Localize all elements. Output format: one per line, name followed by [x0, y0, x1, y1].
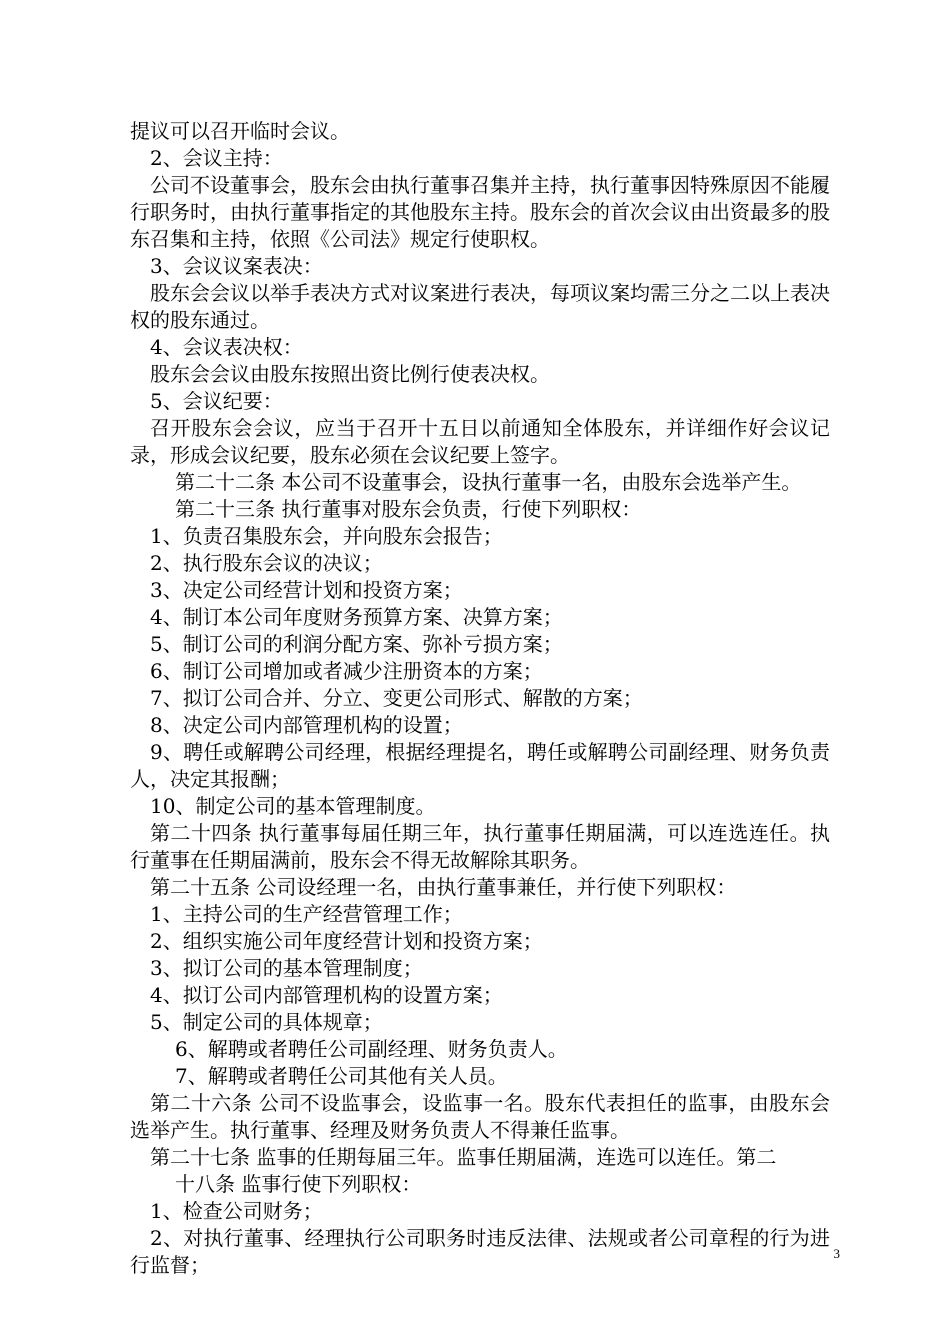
paragraph: 3、决定公司经营计划和投资方案；: [150, 578, 463, 602]
paragraph: 第二十二条 本公司不设董事会，设执行董事一名，由股东会选举产生。: [175, 470, 802, 494]
paragraph: 2、对执行董事、经理执行公司职务时违反法律、法规或者公司章程的行为进行监督；: [130, 1226, 830, 1277]
paragraph: 第二十六条 公司不设监事会，设监事一名。股东代表担任的监事，由股东会选举产生。执行董事、经理及财务负责人不得兼任监事。: [130, 1091, 830, 1142]
paragraph: 提议可以召开临时会议。: [130, 119, 350, 143]
paragraph: 第二十三条 执行董事对股东会负责，行使下列职权：: [175, 497, 642, 521]
paragraph: 十八条 监事行使下列职权：: [175, 1172, 422, 1196]
paragraph: 4、拟订公司内部管理机构的设置方案；: [150, 983, 503, 1007]
paragraph: 7、拟订公司合并、分立、变更公司形式、解散的方案；: [150, 686, 643, 710]
paragraph: 第二十七条 监事的任期每届三年。监事任期届满，连选可以连任。第二: [150, 1145, 777, 1169]
paragraph: 5、制定公司的具体规章；: [150, 1010, 383, 1034]
paragraph: 股东会会议以举手表决方式对议案进行表决，每项议案均需三分之二以上表决权的股东通过。: [130, 281, 830, 332]
paragraph: 公司不设董事会，股东会由执行董事召集并主持，执行董事因特殊原因不能履行职务时，由执行董事指定的其他股东主持。股东会的首次会议由出资最多的股东召集和主持，依照《公司法》规定行使职权。: [130, 173, 830, 251]
paragraph: 6、解聘或者聘任公司副经理、财务负责人。: [175, 1037, 568, 1061]
paragraph: 9、聘任或解聘公司经理，根据经理提名，聘任或解聘公司副经理、财务负责人，决定其报酬；: [130, 740, 830, 791]
paragraph: 4、会议表决权：: [150, 335, 303, 359]
paragraph: 2、组织实施公司年度经营计划和投资方案；: [150, 929, 543, 953]
paragraph: 5、会议纪要：: [150, 389, 283, 413]
paragraph: 召开股东会会议，应当于召开十五日以前通知全体股东，并详细作好会议记录，形成会议纪要，股东必须在会议纪要上签字。: [130, 416, 830, 467]
page-number: 3: [833, 1246, 840, 1261]
paragraph: 5、制订公司的利润分配方案、弥补亏损方案；: [150, 632, 563, 656]
paragraph: 2、执行股东会议的决议；: [150, 551, 383, 575]
paragraph: 7、解聘或者聘任公司其他有关人员。: [175, 1064, 508, 1088]
paragraph: 第二十五条 公司设经理一名，由执行董事兼任，并行使下列职权：: [150, 875, 737, 899]
paragraph: 8、决定公司内部管理机构的设置；: [150, 713, 463, 737]
paragraph: 1、主持公司的生产经营管理工作；: [150, 902, 463, 926]
paragraph: 第二十四条 执行董事每届任期三年，执行董事任期届满，可以连选连任。执行董事在任期届满前，股东会不得无故解除其职务。: [130, 821, 830, 872]
paragraph: 3、会议议案表决：: [150, 254, 323, 278]
document-body: [130, 118, 830, 1279]
paragraph: 6、制订公司增加或者减少注册资本的方案；: [150, 659, 543, 683]
paragraph: 3、拟订公司的基本管理制度；: [150, 956, 423, 980]
paragraph: 10、制定公司的基本管理制度。: [150, 794, 436, 818]
paragraph: 股东会会议由股东按照出资比例行使表决权。: [150, 362, 550, 386]
paragraph: 4、制订本公司年度财务预算方案、决算方案；: [150, 605, 563, 629]
paragraph: 1、负责召集股东会，并向股东会报告；: [150, 524, 503, 548]
paragraph: 1、检查公司财务；: [150, 1199, 323, 1223]
paragraph: 2、会议主持：: [150, 146, 283, 170]
